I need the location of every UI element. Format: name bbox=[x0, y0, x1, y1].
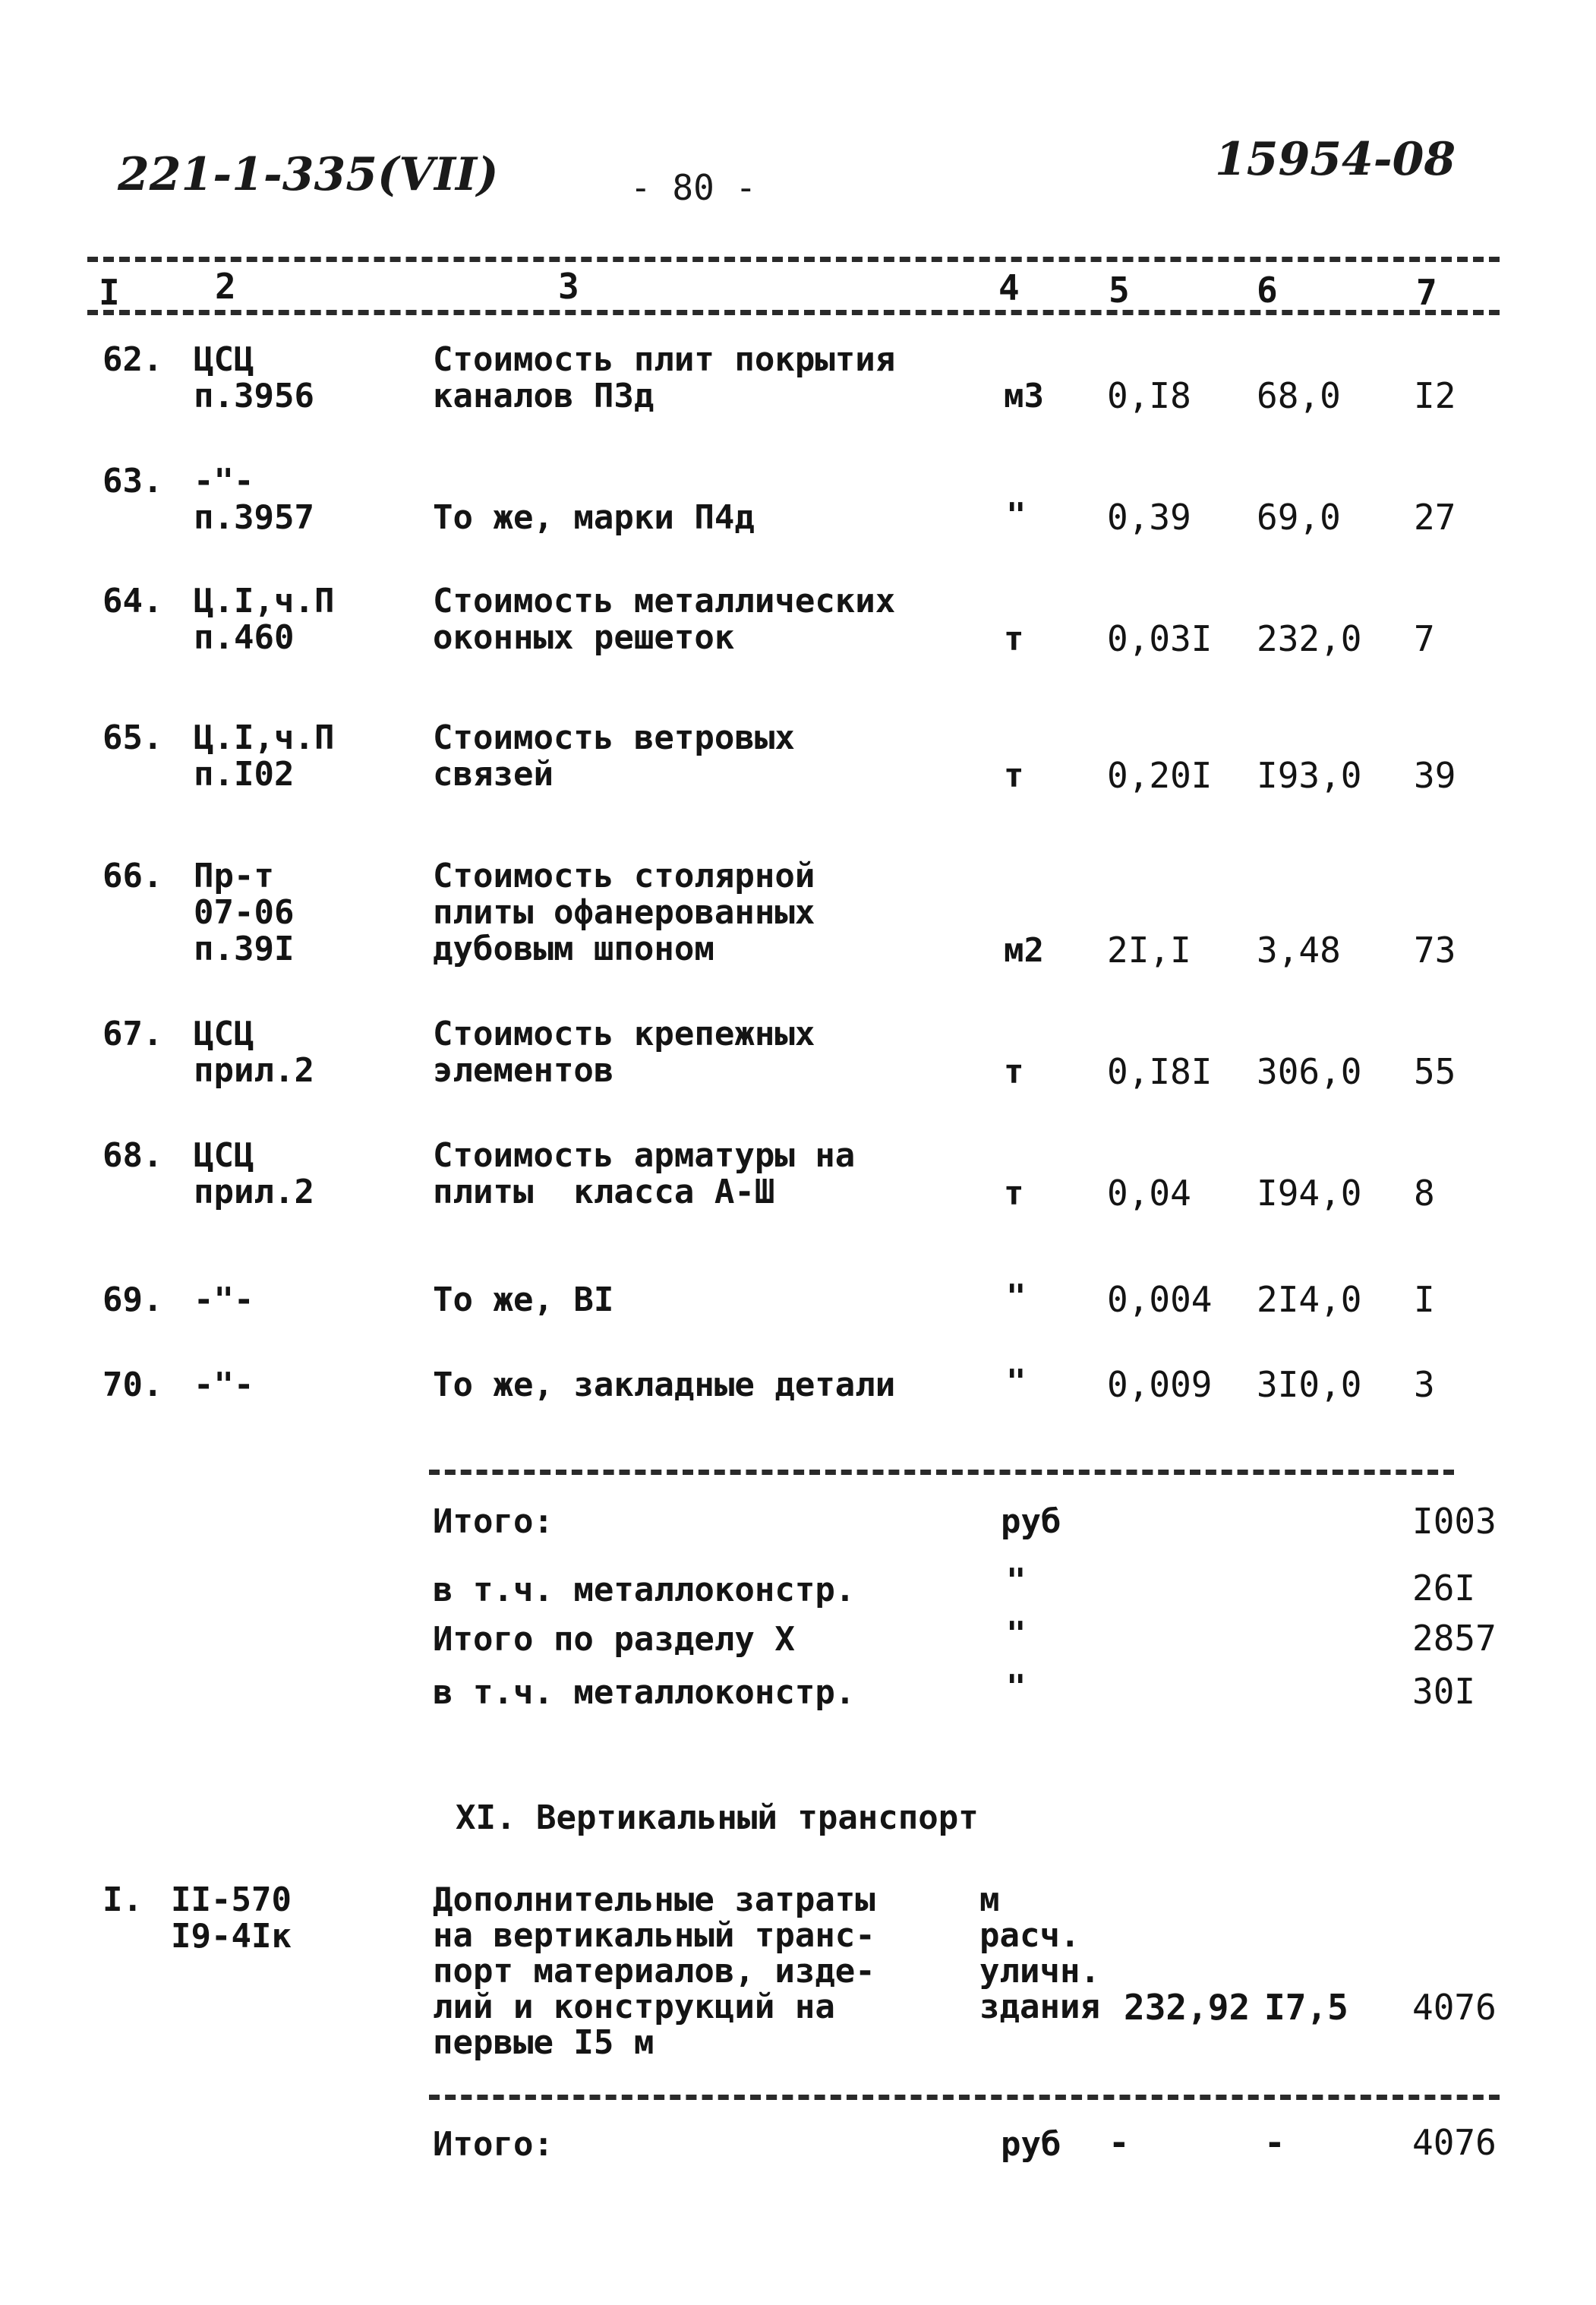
row-quantity: 0,39 bbox=[1107, 497, 1191, 538]
row-number: 70. bbox=[103, 1366, 163, 1404]
row-unit: м2 bbox=[1004, 931, 1044, 970]
row-quantity: 2I,I bbox=[1107, 930, 1191, 971]
row-number: 62. bbox=[103, 340, 163, 379]
row-quantity: 0,I8 bbox=[1107, 375, 1191, 416]
row-unit-price: 68,0 bbox=[1257, 375, 1341, 416]
section-title: XI. Вертикальный транспорт bbox=[456, 1798, 979, 1837]
row-number: I. bbox=[103, 1880, 143, 1919]
row-sum: 27 bbox=[1414, 497, 1456, 538]
row-description: Стоимость столярной плиты офанерованных дубовым шпоном bbox=[433, 857, 815, 968]
row-reference: Ц.I,ч.П п.460 bbox=[194, 582, 335, 657]
row-reference: Ц.I,ч.П п.I02 bbox=[194, 718, 335, 794]
row-reference: ЦСЦ п.3956 bbox=[194, 340, 314, 415]
total-label: в т.ч. металлоконстр. bbox=[433, 1571, 856, 1609]
page-number: - 80 - bbox=[630, 167, 757, 208]
total-unit: " bbox=[1006, 1668, 1027, 1707]
row-unit: т bbox=[1004, 1174, 1024, 1213]
row-unit-price: 2I4,0 bbox=[1257, 1279, 1362, 1320]
section-totals-rule bbox=[429, 2095, 1500, 2100]
row-unit-price: I94,0 bbox=[1257, 1173, 1362, 1214]
row-sum: 55 bbox=[1414, 1051, 1456, 1092]
totals-rule bbox=[429, 1470, 1454, 1475]
total-sum: 30I bbox=[1412, 1671, 1476, 1712]
row-unit: т bbox=[1004, 620, 1024, 658]
total-unit-price: - bbox=[1264, 2122, 1285, 2163]
total-label: Итого по разделу Х bbox=[433, 1620, 795, 1659]
row-quantity: 0,004 bbox=[1107, 1279, 1213, 1320]
row-description: Стоимость ветровых связей bbox=[433, 718, 795, 794]
row-number: 65. bbox=[103, 718, 163, 757]
column-header-6: 6 bbox=[1257, 270, 1278, 311]
total-label: в т.ч. металлоконстр. bbox=[433, 1673, 856, 1712]
row-number: 63. bbox=[103, 462, 163, 500]
column-header-4: 4 bbox=[998, 267, 1020, 308]
row-unit-price: I7,5 bbox=[1264, 1987, 1348, 2028]
row-description: Стоимость металлических оконных решеток bbox=[433, 582, 896, 657]
row-number: 69. bbox=[103, 1280, 163, 1319]
total-sum: 26I bbox=[1412, 1568, 1476, 1609]
row-quantity: 0,04 bbox=[1107, 1173, 1191, 1214]
row-unit: м расч. уличн. здания bbox=[979, 1880, 1100, 2026]
row-quantity: 0,I8I bbox=[1107, 1051, 1213, 1092]
row-description: Дополнительные затраты на вертикальный транс- порт материалов, изде- лий и конструкций на первые I5 м bbox=[433, 1880, 875, 2062]
document-code: 221-1-335(VII) bbox=[118, 148, 499, 201]
total-sum: 2857 bbox=[1412, 1618, 1497, 1659]
row-description: Стоимость крепежных элементов bbox=[433, 1015, 815, 1090]
row-reference: -"- bbox=[194, 1280, 254, 1319]
row-unit: т bbox=[1004, 756, 1024, 795]
row-sum: 8 bbox=[1414, 1173, 1435, 1214]
total-quantity: - bbox=[1109, 2122, 1130, 2163]
header-rule-bottom bbox=[87, 310, 1500, 315]
row-unit: " bbox=[1006, 1362, 1027, 1401]
column-header-2: 2 bbox=[215, 266, 236, 307]
total-unit: руб bbox=[1001, 2125, 1061, 2164]
total-unit: " bbox=[1006, 1561, 1027, 1600]
total-label: Итого: bbox=[433, 2125, 554, 2164]
archive-number: 15954-08 bbox=[1215, 133, 1456, 186]
row-unit-price: 69,0 bbox=[1257, 497, 1341, 538]
total-unit: " bbox=[1006, 1615, 1027, 1653]
total-label: Итого: bbox=[433, 1502, 554, 1541]
row-reference: -"- п.3957 bbox=[194, 462, 314, 537]
row-reference: Пр-т 07-06 п.39I bbox=[194, 857, 295, 968]
column-header-1: I bbox=[99, 272, 120, 313]
row-description: То же, марки П4д bbox=[433, 498, 755, 537]
row-sum: 3 bbox=[1414, 1364, 1435, 1405]
row-quantity: 232,92 bbox=[1124, 1987, 1251, 2028]
row-description: То же, закладные детали bbox=[433, 1366, 896, 1404]
row-reference: -"- bbox=[194, 1366, 254, 1404]
row-sum: 7 bbox=[1414, 618, 1435, 659]
row-number: 66. bbox=[103, 857, 163, 895]
total-sum: 4076 bbox=[1412, 2122, 1497, 2163]
row-quantity: 0,03I bbox=[1107, 618, 1213, 659]
row-description: Стоимость плит покрытия каналов П3д bbox=[433, 340, 896, 415]
row-unit-price: 306,0 bbox=[1257, 1051, 1362, 1092]
row-reference: ЦСЦ прил.2 bbox=[194, 1136, 314, 1211]
column-header-5: 5 bbox=[1109, 270, 1130, 311]
column-header-7: 7 bbox=[1416, 272, 1437, 313]
row-unit-price: I93,0 bbox=[1257, 755, 1362, 796]
header-rule-top bbox=[87, 257, 1500, 262]
row-sum: 39 bbox=[1414, 755, 1456, 796]
row-unit: " bbox=[1006, 496, 1027, 535]
row-reference: II-570 I9-4Iк bbox=[171, 1880, 292, 1956]
row-unit: м3 bbox=[1004, 377, 1044, 415]
row-sum: 4076 bbox=[1412, 1987, 1497, 2028]
row-unit: т bbox=[1004, 1053, 1024, 1091]
row-unit-price: 3I0,0 bbox=[1257, 1364, 1362, 1405]
row-sum: 73 bbox=[1414, 930, 1456, 971]
row-number: 67. bbox=[103, 1015, 163, 1053]
row-sum: I2 bbox=[1414, 375, 1456, 416]
row-reference: ЦСЦ прил.2 bbox=[194, 1015, 314, 1090]
row-unit-price: 232,0 bbox=[1257, 618, 1362, 659]
row-description: Стоимость арматуры на плиты класса А-Ш bbox=[433, 1136, 856, 1211]
row-description: То же, ВI bbox=[433, 1280, 614, 1319]
row-unit: " bbox=[1006, 1277, 1027, 1316]
total-sum: I003 bbox=[1412, 1501, 1497, 1542]
row-unit-price: 3,48 bbox=[1257, 930, 1341, 971]
row-quantity: 0,20I bbox=[1107, 755, 1213, 796]
column-header-3: 3 bbox=[558, 266, 579, 307]
row-quantity: 0,009 bbox=[1107, 1364, 1213, 1405]
row-sum: I bbox=[1414, 1279, 1435, 1320]
row-number: 64. bbox=[103, 582, 163, 620]
row-number: 68. bbox=[103, 1136, 163, 1175]
total-unit: руб bbox=[1001, 1502, 1061, 1541]
